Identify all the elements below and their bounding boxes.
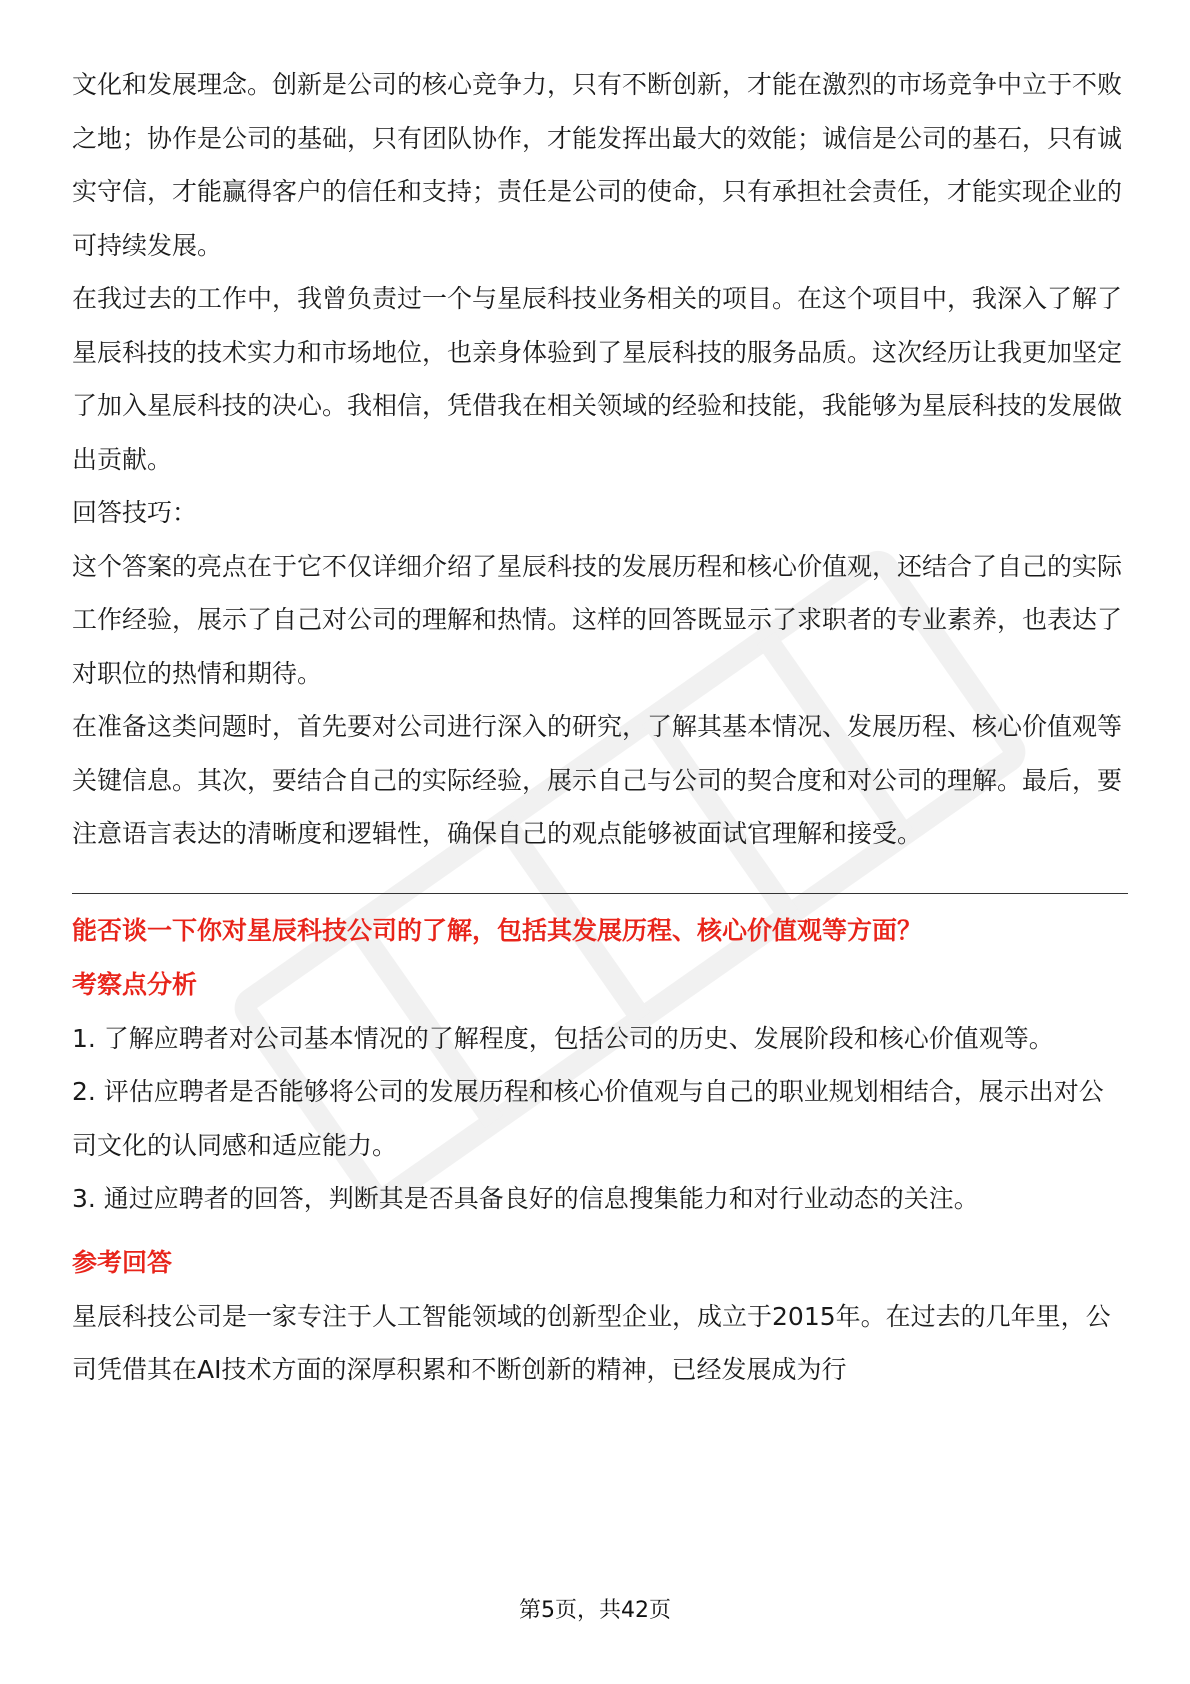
reference-answer: 星辰科技公司是一家专注于人工智能领域的创新型企业，成立于2015年。在过去的几年里，公司凭借其在AI技术方面的深厚积累和不断创新的精神，已经发展成为行 bbox=[72, 1301, 1111, 1384]
body-paragraph: 在我过去的工作中，我曾负责过一个与星辰科技业务相关的项目。在这个项目中，我深入了解了星辰科技的技术实力和市场地位，也亲身体验到了星辰科技的服务品质。这次经历让我更加坚定了加入星辰科技的决心。我相信，凭借我在相关领域的经验和技能，我能够为星辰科技的发展做出贡献。 bbox=[72, 284, 1123, 474]
body-paragraph: 这个答案的亮点在于它不仅详细介绍了星辰科技的发展历程和核心价值观，还结合了自己的实际工作经验，展示了自己对公司的理解和热情。这样的回答既显示了求职者的专业素养，也表达了对职位的热情和期待。 bbox=[72, 551, 1123, 688]
reference-heading: 参考回答 bbox=[72, 1247, 173, 1277]
body-paragraph: 在准备这类问题时，首先要对公司进行深入的研究，了解其基本情况、发展历程、核心价值观等关键信息。其次，要结合自己的实际经验，展示自己与公司的契合度和对公司的理解。最后，要注意语言表达的清晰度和逻辑性，确保自己的观点能够被面试官理解和接受。 bbox=[72, 712, 1123, 848]
analysis-heading: 考察点分析 bbox=[72, 969, 198, 999]
analysis-point: 1. 了解应聘者对公司基本情况的了解程度，包括公司的历史、发展阶段和核心价值观等。 bbox=[72, 1023, 1054, 1053]
question-title: 能否谈一下你对星辰科技公司的了解，包括其发展历程、核心价值观等方面？ bbox=[72, 915, 923, 945]
page-number: 第5页，共42页 bbox=[519, 1598, 671, 1623]
tips-label: 回答技巧： bbox=[72, 498, 198, 527]
analysis-point: 2. 评估应聘者是否能够将公司的发展历程和核心价值观与自己的职业规划相结合，展示出对公司文化的认同感和适应能力。 bbox=[72, 1077, 1104, 1160]
section-divider bbox=[72, 893, 1128, 894]
body-paragraph: 文化和发展理念。创新是公司的核心竞争力，只有不断创新，才能在激烈的市场竞争中立于不败之地；协作是公司的基础，只有团队协作，才能发挥出最大的效能；诚信是公司的基石，只有诚实守信，才能赢得客户的信任和支持；责任是公司的使命，只有承担社会责任，才能实现企业的可持续发展。 bbox=[72, 70, 1123, 260]
analysis-point: 3. 通过应聘者的回答，判断其是否具备良好的信息搜集能力和对行业动态的关注。 bbox=[72, 1184, 979, 1213]
document-page bbox=[72, 58, 1122, 1397]
